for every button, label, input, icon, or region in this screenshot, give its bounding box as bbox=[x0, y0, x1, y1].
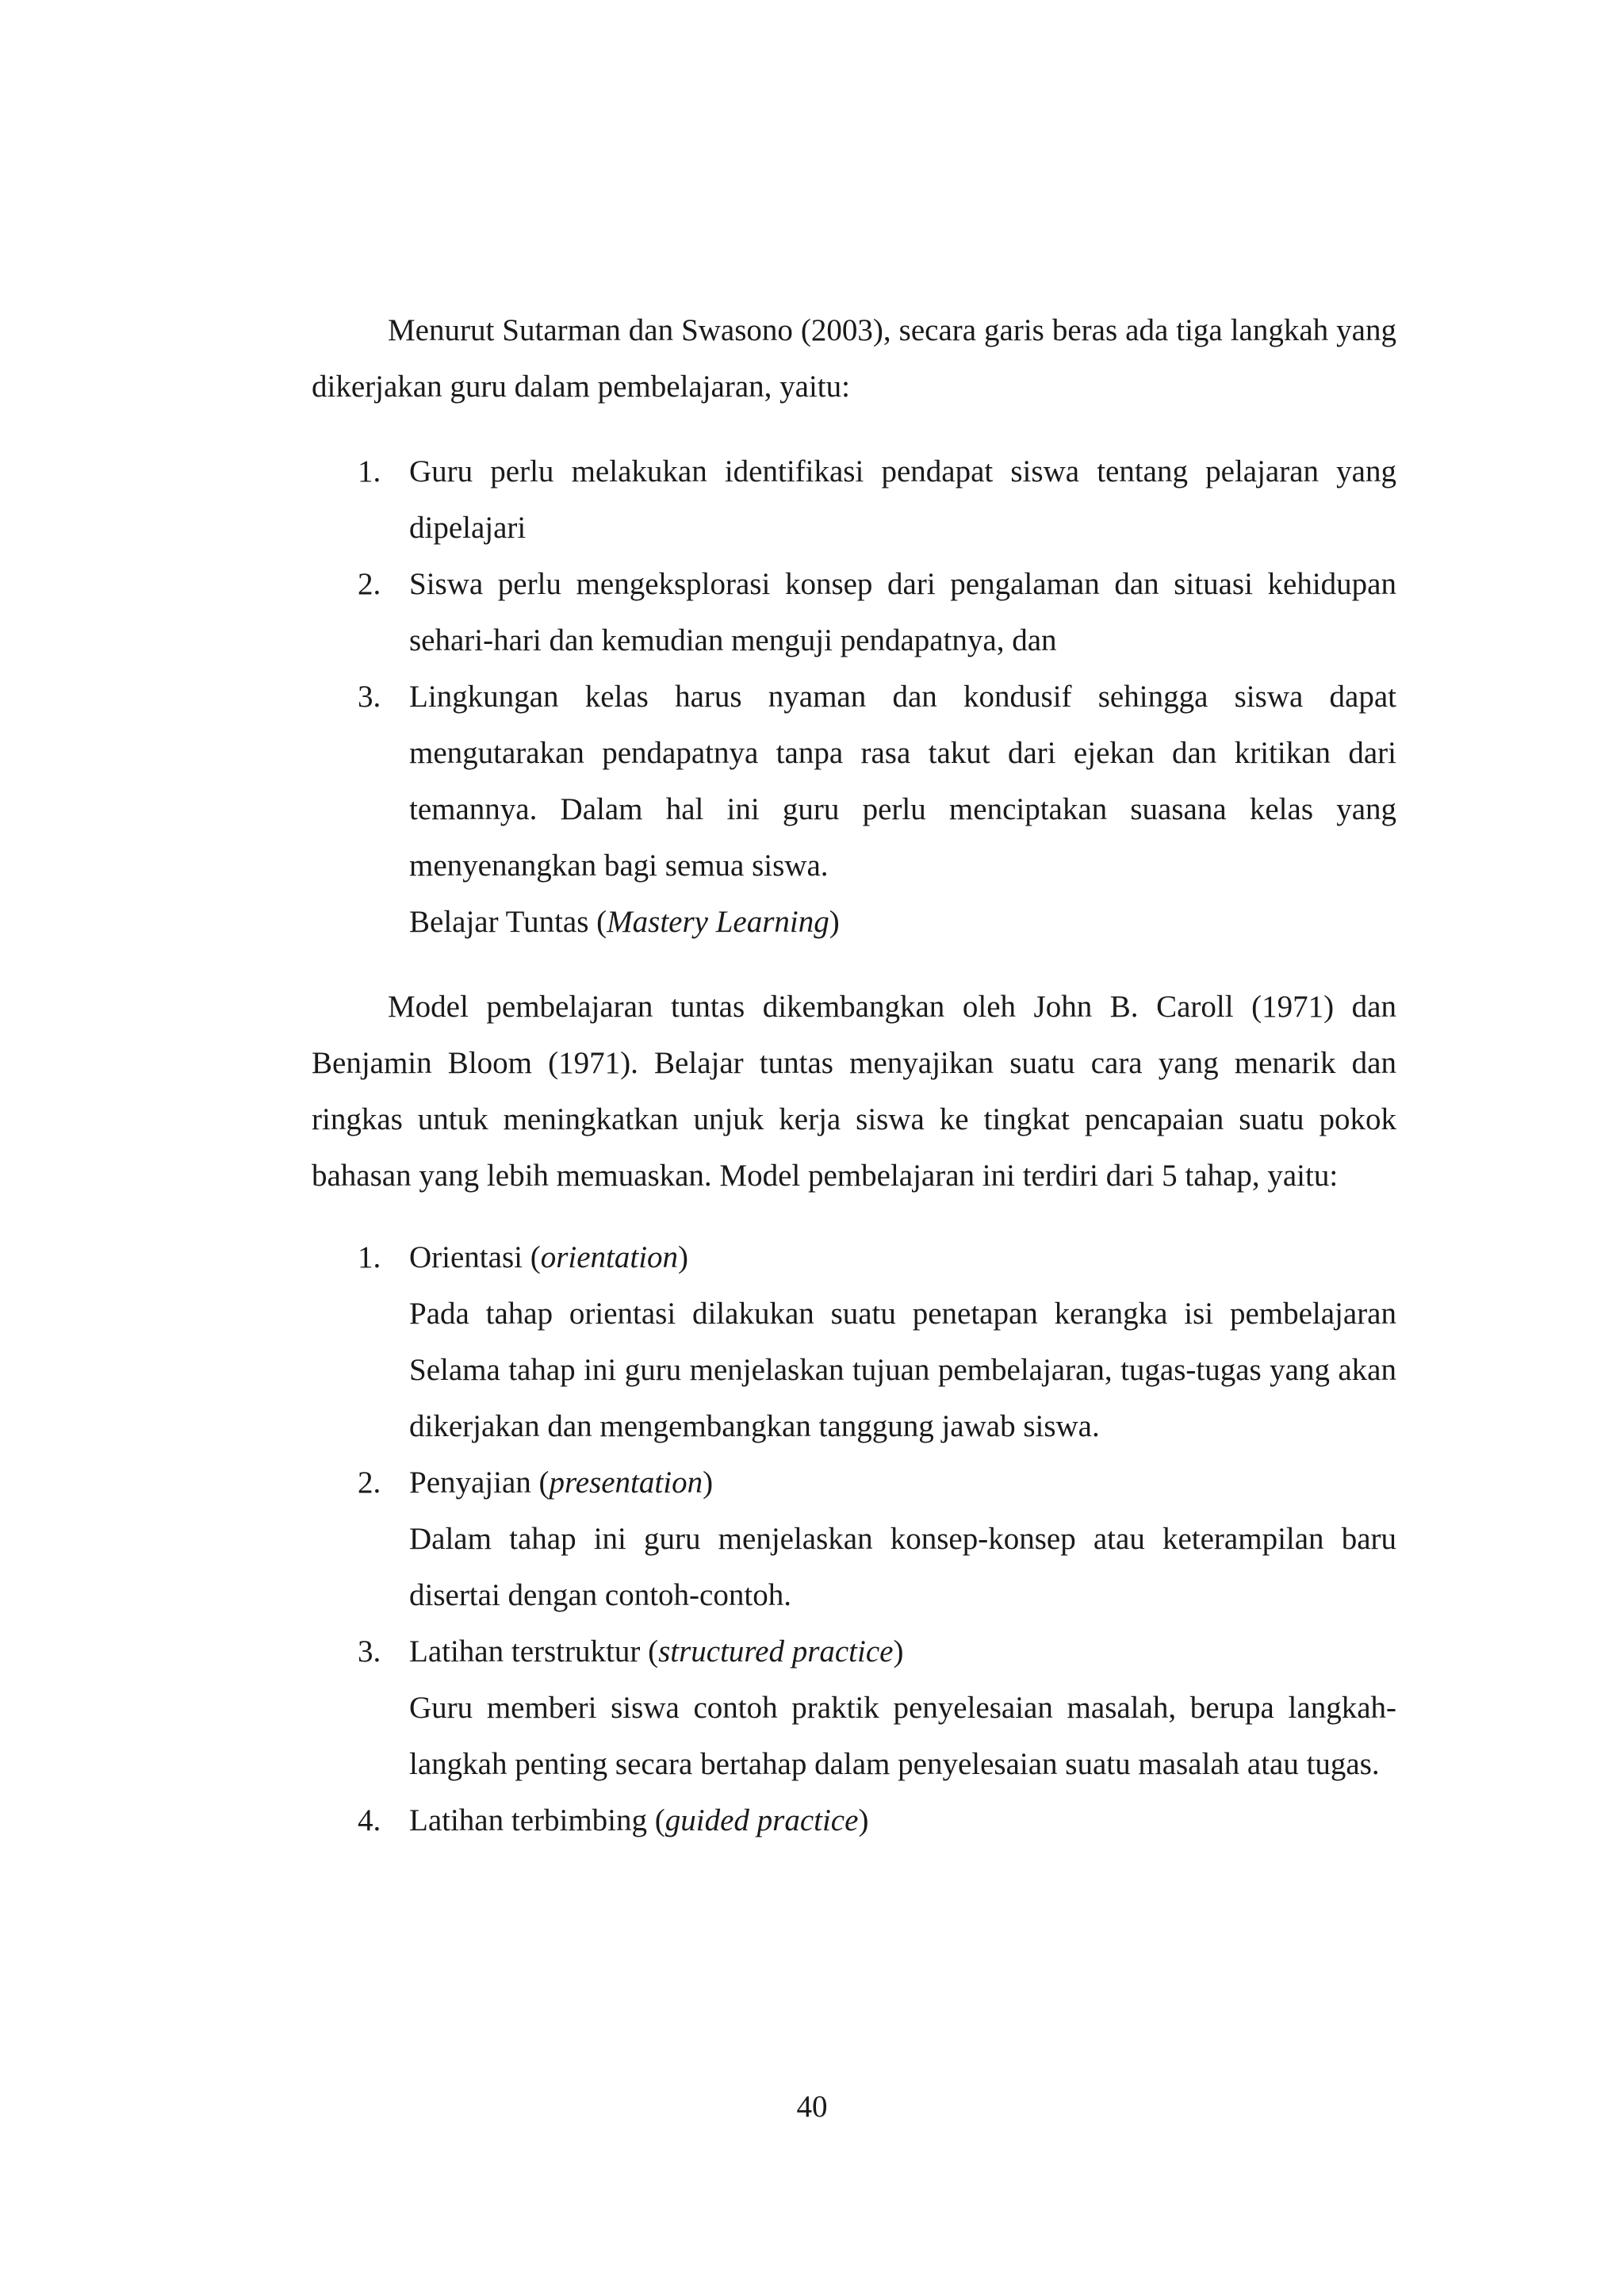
list-item bbox=[312, 1792, 1396, 1849]
phase-title-italic: structured practice bbox=[658, 1634, 894, 1669]
phase-title-text: Latihan terbimbing ( bbox=[409, 1803, 665, 1837]
phase-title-italic: presentation bbox=[549, 1466, 703, 1500]
list-item-text: Lingkungan kelas harus nyaman dan kondusif sehingga siswa dapat mengutarakan pendapatnya tanpa rasa takut dari ejekan dan kritikan dari temannya. Dalam hal ini guru perlu menciptakan suasana kelas yang menyenangkan bagi semua siswa. bbox=[409, 680, 1396, 883]
subheading-close: ) bbox=[829, 905, 840, 939]
phase-body: Dalam tahap ini guru menjelaskan konsep-konsep atau keterampilan baru disertai dengan contoh-contoh. bbox=[409, 1522, 1396, 1612]
phase-title bbox=[409, 1792, 1396, 1849]
list-item bbox=[312, 1454, 1396, 1623]
list-number: 2. bbox=[358, 567, 381, 601]
phase-title-close: ) bbox=[703, 1466, 714, 1500]
list-number: 3. bbox=[358, 1634, 381, 1669]
phases-list bbox=[312, 1229, 1396, 1849]
steps-list bbox=[312, 443, 1396, 894]
page-number: 40 bbox=[796, 2090, 828, 2124]
phase-title-text: Penyajian ( bbox=[409, 1466, 550, 1500]
subheading-italic: Mastery Learning bbox=[607, 905, 829, 939]
list-item-text: Siswa perlu mengeksplorasi konsep dari pengalaman dan situasi kehidupan sehari-hari dan kemudian menguji pendapatnya, dan bbox=[409, 567, 1396, 657]
spacer bbox=[312, 415, 1396, 443]
subheading-text: Belajar Tuntas ( bbox=[409, 905, 607, 939]
document-page bbox=[312, 302, 1396, 1849]
list-item bbox=[312, 556, 1396, 669]
list-number: 1. bbox=[358, 454, 381, 489]
model-paragraph: Model pembelajaran tuntas dikembangkan oleh John B. Caroll (1971) dan Benjamin Bloom (1971). Belajar tuntas menyajikan suatu cara yang menarik dan ringkas untuk meningkatkan unjuk kerja siswa ke tingkat pencapaian suatu pokok bahasan yang lebih memuaskan. Model pembelajaran ini terdiri dari 5 tahap, yaitu: bbox=[312, 990, 1396, 1193]
phase-title bbox=[409, 1229, 1396, 1285]
list-number: 4. bbox=[358, 1803, 381, 1837]
phase-title-close: ) bbox=[893, 1634, 904, 1669]
phase-body: Pada tahap orientasi dilakukan suatu penetapan kerangka isi pembelajaran Selama tahap ini guru menjelaskan tujuan pembelajaran, tugas-tugas yang akan dikerjakan dan mengembangkan tanggung jawab siswa. bbox=[409, 1297, 1396, 1443]
phase-title bbox=[409, 1454, 1396, 1511]
spacer bbox=[312, 1204, 1396, 1229]
phase-title-close: ) bbox=[858, 1803, 869, 1837]
list-item bbox=[312, 669, 1396, 894]
list-item bbox=[312, 1229, 1396, 1454]
intro-paragraph: Menurut Sutarman dan Swasono (2003), secara garis beras ada tiga langkah yang dikerjakan guru dalam pembelajaran, yaitu: bbox=[312, 313, 1396, 404]
phase-title-close: ) bbox=[678, 1240, 689, 1274]
phase-title-italic: orientation bbox=[540, 1240, 679, 1274]
phase-title-text: Orientasi ( bbox=[409, 1240, 541, 1274]
list-item-text: Guru perlu melakukan identifikasi pendapat siswa tentang pelajaran yang dipelajari bbox=[409, 454, 1396, 545]
phase-body: Guru memberi siswa contoh praktik penyelesaian masalah, berupa langkah-langkah penting secara bertahap dalam penyelesaian suatu masalah atau tugas. bbox=[409, 1691, 1396, 1781]
phase-title-text: Latihan terstruktur ( bbox=[409, 1634, 659, 1669]
phase-title-italic: guided practice bbox=[665, 1803, 859, 1837]
list-number: 3. bbox=[358, 680, 381, 714]
list-number: 1. bbox=[358, 1240, 381, 1274]
section-subheading bbox=[312, 894, 1396, 950]
spacer bbox=[312, 950, 1396, 979]
list-item bbox=[312, 443, 1396, 556]
list-number: 2. bbox=[358, 1466, 381, 1500]
list-item bbox=[312, 1623, 1396, 1792]
phase-title bbox=[409, 1623, 1396, 1680]
